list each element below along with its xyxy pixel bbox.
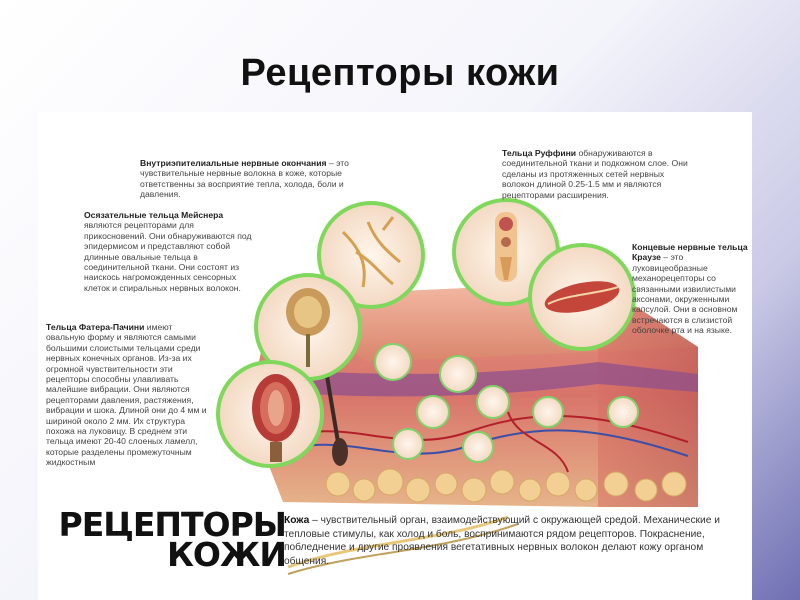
poster [38, 112, 752, 600]
mini-receptor-circle [393, 429, 423, 459]
mini-receptor-circle [440, 356, 476, 392]
free-nerve-term: Внутриэпителиальные нервные окончания [140, 158, 327, 168]
free-nerve-text [140, 158, 370, 200]
mini-receptor-circle [417, 396, 449, 428]
krause-text [632, 242, 748, 336]
meissner-desc: являются рецепторами для прикосновений. Они обнаруживаются под эпидермисом и представляют собой длинные овальные тельца в соединительной ткани. Они состоят из наискось нагроможденных сенсорных клеток и спиральных нервных волокон. [84, 220, 252, 293]
big-title-line1: РЕЦЕПТОРЫ [58, 505, 286, 544]
mini-receptor-circle [375, 344, 411, 380]
pacini-desc: имеют овальную форму и являются самыми большими слоистыми тельцами среди нервных конечных органов. Из-за их огромной чувствительности эти рецепторы способны улавливать малейшие вибрации. Они являются рецепторами давления, растяжения, вибрации и шока. Длиной они до 4 мм и шириной около 2 мм. Их структура похожа на луковицу. В среднем эти тельца имеют 20-40 слоеных ламелл, которые разделены промежуточным жидкостным [46, 322, 207, 468]
big-title-line2: КОЖИ [166, 535, 286, 574]
ruffini-term: Тельца Руффини [502, 148, 577, 158]
free-nerve-desc: – это чувствительные нервные волокна в коже, которые ответственны за восприятие тепла, холода, боли и давления. [140, 158, 349, 200]
skin-desc-text: – чувствительный орган, взаимодействующий с окружающей средой. Механические и тепловые стимулы, как холод и боль, воспринимаются рядом рецепторов. Покраснение, побледнение и другие проявления вегетативных нервных волокон делают кожу органом общения. [284, 515, 720, 567]
mini-receptor-circle [608, 397, 638, 427]
krause-term: Концевые нервные тельца Краузе [632, 242, 748, 263]
ruffini-text [502, 148, 690, 200]
meissner-term: Осязательные тельца Мейснера [84, 210, 224, 220]
krause-desc: – это луковицеобразные механорецепторы со связанными извилистыми аксонами, окруженными капсулой. Они в основном встречаются в слизистой оболочке рта и на языке. [632, 252, 738, 336]
skin-description [284, 514, 734, 568]
pacini-text [46, 322, 208, 468]
meissner-text [84, 210, 252, 293]
mini-receptor-circle [477, 386, 509, 418]
ruffini-desc: обнаруживаются в соединительной ткани и подкожном слое. Они сделаны из протяженных сетей нервных волокон длиной 0.25-1.5 мм и являются рецепторами расширения. [502, 148, 688, 200]
skin-term: Кожа [284, 515, 310, 526]
slide-title: Рецепторы кожи [240, 52, 560, 94]
pacini-term: Тельца Фатера-Пачини [46, 322, 145, 332]
mini-receptor-circle [463, 432, 493, 462]
mini-receptor-circle [533, 397, 563, 427]
poster-big-title [56, 505, 286, 574]
